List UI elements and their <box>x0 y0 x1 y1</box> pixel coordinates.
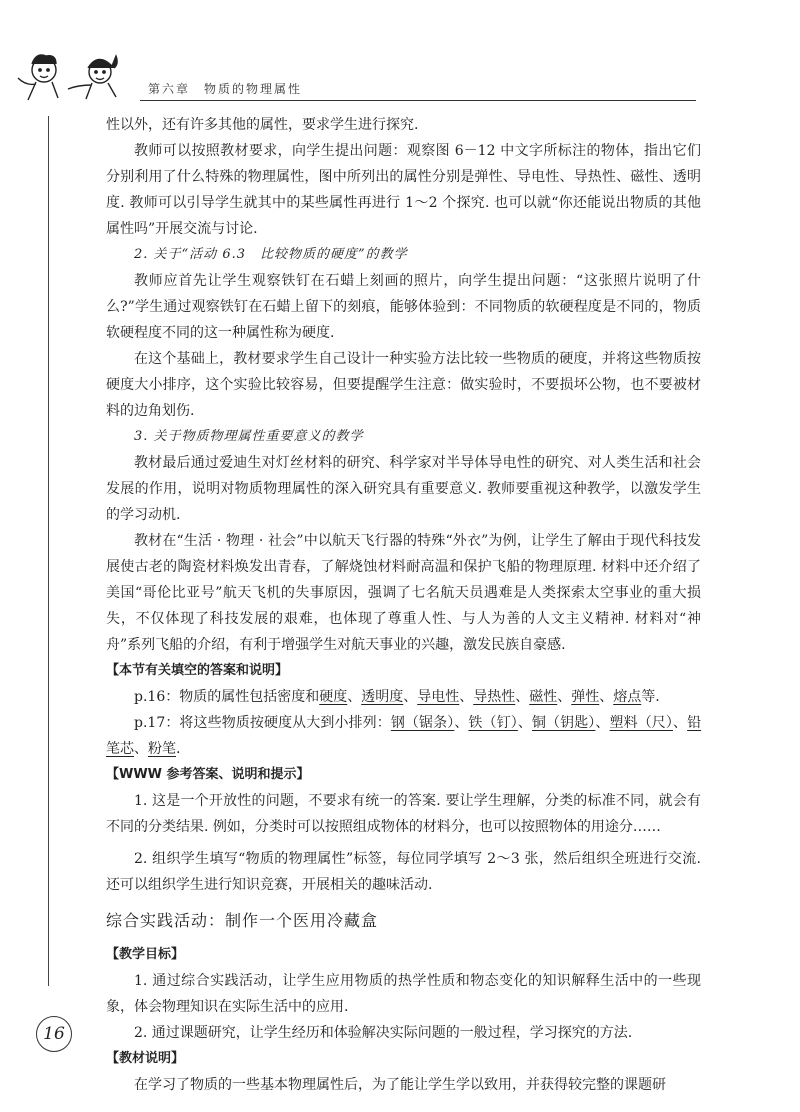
section-heading: 【WWW 参考答案、说明和提示】 <box>106 767 310 782</box>
section-heading: 【教学目标】 <box>106 947 185 962</box>
paragraph: 教材最后通过爱迪生对灯丝材料的研究、科学家对半导体导电性的研究、对人类生活和社会发展的作用，说明对物质物理属性的深入研究具有重要意义. 教师要重视这种教学，以激发学生的学习动机. <box>106 455 701 523</box>
paragraph: 2. 组织学生填写“物质的物理属性”标签，每位同学填写 2～3 张，然后组织全班进行交流. 还可以组织学生进行知识竞赛，开展相关的趣味活动. <box>106 851 701 893</box>
separator: 、 <box>673 715 688 731</box>
answer-line-p17 <box>106 710 701 762</box>
running-head: 第六章 物质的物理属性 <box>148 82 303 96</box>
paragraph: 性以外，还有许多其他的属性，要求学生进行探究. <box>106 117 419 133</box>
separator: 、 <box>454 715 469 731</box>
answer-item: 铜（钥匙） <box>531 715 596 731</box>
separator: 、 <box>134 741 148 757</box>
answer-item: 透明度 <box>361 689 404 705</box>
www-section <box>106 762 701 898</box>
activity-section <box>106 942 701 1098</box>
answer-items <box>319 689 641 705</box>
separator: 、 <box>517 715 532 731</box>
paragraph: 2. 通过课题研究，让学生经历和体验解决实际问题的一般过程，学习探究的方法. <box>134 1025 633 1041</box>
page-body <box>106 112 701 1098</box>
paragraph: 在这个基础上，教材要求学生自己设计一种实验方法比较一些物质的硬度，并将这些物质按硬度大小排序，这个实验比较容易，但要提醒学生注意：做实验时，不要损坏公物，也不要被材料的边角划伤. <box>106 351 701 419</box>
answer-item: 导电性 <box>417 689 460 705</box>
section-body <box>106 112 701 684</box>
section-heading: 【教材说明】 <box>106 1051 185 1066</box>
cartoon-children-icon <box>14 48 134 110</box>
page-header <box>0 0 800 110</box>
margin-rule <box>48 116 49 986</box>
answer-item: 塑料（尺） <box>609 715 673 731</box>
separator: 、 <box>595 715 610 731</box>
answer-prefix: p.17：将这些物质按硬度从大到小排列： <box>134 715 391 731</box>
paragraph: 教师可以按照教材要求，向学生提出问题：观察图 6－12 中文字所标注的物体，指出它们分别利用了什么特殊的物理属性，图中所列出的属性分别是弹性、导电性、导热性、磁性、透明度. 教师可以引导学生就其中的某些属性再进行 1～2 个探究. 也可以就“你还能说出物质的其他属性吗”开展交流与讨论. <box>106 143 701 237</box>
page-number: 16 <box>36 1016 72 1052</box>
separator: 、 <box>459 689 474 705</box>
paragraph: 1. 这是一个开放性的问题，不要求有统一的答案. 要让学生理解，分类的标准不同，就会有不同的分类结果. 例如，分类时可以按照组成物体的材料分，也可以按照物体的用途分…… <box>106 793 701 835</box>
answer-item: 钢（锯条） <box>390 715 455 731</box>
answer-prefix: p.16：物质的属性包括密度和 <box>134 689 320 705</box>
separator: 、 <box>347 689 362 705</box>
answer-item: 弹性 <box>571 689 600 705</box>
paragraph: 在学习了物质的一些基本物理属性后，为了能让学生学以致用，并获得较完整的课题研 <box>134 1077 666 1093</box>
answer-line-p16 <box>106 684 701 710</box>
separator: 、 <box>515 689 530 705</box>
paragraph: 1. 通过综合实践活动，让学生应用物质的热学性质和物态变化的知识解释生活中的一些现象，体会物理知识在实际生活中的应用. <box>106 973 701 1015</box>
answer-item: 铁（钉） <box>468 715 518 731</box>
answer-item: 导热性 <box>473 689 516 705</box>
answer-item: 铅笔芯 <box>106 715 702 757</box>
answer-item: 熔点 <box>613 689 642 705</box>
answer-item: 粉笔 <box>148 741 176 757</box>
paragraph: 教材在“生活 · 物理 · 社会”中以航天飞行器的特殊“外衣”为例，让学生了解由于现代科技发展使古老的陶瓷材料焕发出青春，了解烧蚀材料耐高温和保护飞船的物理原理. 材料中还介绍了美国“哥伦比亚号”航天飞机的失事原因，强调了七名航天员遇难是人类探索太空事业的重大损失，不仅体现了科技发展的艰难，也体现了尊重人性、与人为善的人文主义精神. 材料对“神舟”系列飞船的介绍，有利于增强学生对航天事业的兴趣，激发民族自豪感. <box>106 533 701 653</box>
section-heading: 【本节有关填空的答案和说明】 <box>106 663 289 678</box>
activity-title: 综合实践活动：制作一个医用冷藏盒 <box>106 911 379 930</box>
answer-suffix: . <box>176 741 181 757</box>
answer-suffix: 等. <box>641 689 660 705</box>
answer-item: 硬度 <box>319 689 348 705</box>
separator: 、 <box>599 689 614 705</box>
separator: 、 <box>557 689 572 705</box>
separator: 、 <box>403 689 418 705</box>
subsection-heading: 3. 关于物质物理属性重要意义的教学 <box>134 429 364 444</box>
header-rule <box>140 100 696 101</box>
paragraph: 教师应首先让学生观察铁钉在石蜡上刻画的照片，向学生提出问题：“这张照片说明了什么?”学生通过观察铁钉在石蜡上留下的刻痕，能够体验到：不同物质的软硬程度是不同的，物质软硬程度不同的这一种属性称为硬度. <box>106 273 701 341</box>
answer-item: 磁性 <box>529 689 558 705</box>
subsection-heading: 2. 关于“活动 6.3 比较物质的硬度”的教学 <box>134 247 408 262</box>
